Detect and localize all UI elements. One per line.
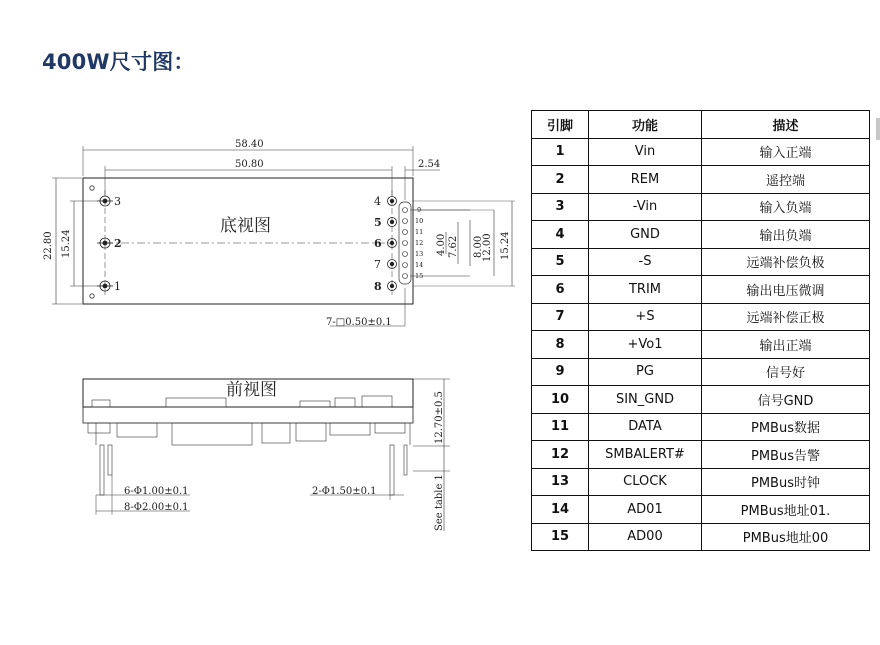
pin-label-2: 2 — [114, 237, 122, 250]
description-cell: 信号好 — [702, 358, 870, 386]
table-header-row — [532, 111, 870, 139]
header-description: 描述 — [702, 111, 870, 139]
pin-label-3: 3 — [114, 195, 121, 208]
bottom-view-board-outline — [83, 178, 413, 304]
description-cell: 远端补偿负极 — [702, 248, 870, 276]
right-small-pins — [403, 208, 408, 279]
function-cell: GND — [589, 221, 702, 249]
function-cell: -Vin — [589, 193, 702, 221]
pin-8-inner — [390, 284, 394, 288]
component — [335, 398, 355, 407]
description-cell: PMBus告警 — [702, 441, 870, 469]
pin-number-cell: 13 — [532, 468, 589, 496]
table-row — [532, 303, 870, 331]
component — [300, 401, 330, 407]
table-row — [532, 386, 870, 414]
function-cell: SIN_GND — [589, 386, 702, 414]
front-pin — [404, 445, 407, 475]
pin-label-6: 6 — [374, 237, 382, 250]
pin-number-cell: 9 — [532, 358, 589, 386]
dim-50-80: 50.80 — [235, 159, 264, 170]
pin-number-cell: 3 — [532, 193, 589, 221]
component — [296, 423, 326, 441]
table-row — [532, 496, 870, 524]
function-cell: AD00 — [589, 523, 702, 551]
pin-9 — [403, 208, 408, 213]
dim-see-table: See table 1 — [434, 474, 445, 531]
header-function: 功能 — [589, 111, 702, 139]
dim-15-24-left: 15.24 — [61, 229, 72, 258]
header-pin: 引脚 — [532, 111, 589, 139]
function-cell: -S — [589, 248, 702, 276]
front-view-pcb — [83, 407, 413, 423]
pin-number-cell: 11 — [532, 413, 589, 441]
function-cell: PG — [589, 358, 702, 386]
pin-number-cell: 4 — [532, 221, 589, 249]
function-cell: SMBALERT# — [589, 441, 702, 469]
pin-number-cell: 10 — [532, 386, 589, 414]
table-row — [532, 523, 870, 551]
pin-5-inner — [390, 220, 394, 224]
pin-14 — [403, 263, 408, 268]
function-cell: AD01 — [589, 496, 702, 524]
component — [375, 423, 405, 433]
dim-2-54: 2.54 — [418, 159, 441, 170]
function-cell: +Vo1 — [589, 331, 702, 359]
component — [92, 400, 110, 407]
pin-table-body — [532, 138, 870, 551]
pin-10 — [403, 219, 408, 224]
dim-4-00: 4.00 — [436, 233, 447, 256]
front-pin — [100, 445, 104, 495]
pin-label-10: 10 — [415, 217, 424, 225]
pin-number-cell: 12 — [532, 441, 589, 469]
dim-12-70: 12.70±0.5 — [434, 391, 445, 444]
component — [172, 423, 252, 445]
signal-pin-strip — [399, 202, 411, 284]
pin-11 — [403, 230, 408, 235]
component — [330, 423, 370, 435]
description-cell: 遥控端 — [702, 166, 870, 194]
dim-pin-6: 6-Φ1.00±0.1 — [124, 486, 189, 497]
description-cell: 输入负端 — [702, 193, 870, 221]
pin-table — [531, 110, 870, 551]
pin-number-cell: 7 — [532, 303, 589, 331]
function-cell: TRIM — [589, 276, 702, 304]
pin-label-13: 13 — [415, 250, 424, 258]
pin-number-cell: 6 — [532, 276, 589, 304]
pin-label-12: 12 — [415, 239, 424, 247]
pin-6-inner — [390, 241, 394, 245]
page-title: 400W尺寸图： — [42, 50, 195, 74]
pin-label-1: 1 — [114, 280, 121, 293]
dim-8-00: 8.00 — [473, 235, 484, 258]
description-cell: PMBus地址00 — [702, 523, 870, 551]
function-cell: +S — [589, 303, 702, 331]
table-row — [532, 166, 870, 194]
component — [117, 423, 157, 437]
front-view — [83, 379, 450, 531]
table-row — [532, 138, 870, 166]
bottom-view — [43, 139, 515, 328]
table-row — [532, 468, 870, 496]
description-cell: 输出正端 — [702, 331, 870, 359]
description-cell: 信号GND — [702, 386, 870, 414]
corner-hole — [90, 294, 94, 298]
component — [262, 423, 290, 443]
pin-label-11: 11 — [415, 228, 424, 236]
pin-13 — [403, 252, 408, 257]
description-cell: PMBus地址01. — [702, 496, 870, 524]
table-row — [532, 331, 870, 359]
dim-pin-8: 8-Φ2.00±0.1 — [124, 502, 189, 513]
description-cell: 输出电压微调 — [702, 276, 870, 304]
dim-square-pin: 7-□0.50±0.1 — [326, 317, 392, 328]
pin-label-14: 14 — [415, 261, 424, 269]
function-cell: DATA — [589, 413, 702, 441]
dim-pin-2: 2-Φ1.50±0.1 — [312, 486, 377, 497]
dim-22-80: 22.80 — [43, 231, 54, 260]
component — [166, 398, 226, 407]
pin-7-inner — [390, 262, 394, 266]
description-cell: PMBus数据 — [702, 413, 870, 441]
function-cell: REM — [589, 166, 702, 194]
corner-hole — [90, 186, 94, 190]
dim-58-40: 58.40 — [235, 139, 264, 150]
table-row — [532, 441, 870, 469]
pin-number-cell: 14 — [532, 496, 589, 524]
component — [362, 396, 392, 407]
table-row — [532, 358, 870, 386]
table-row — [532, 193, 870, 221]
pin-number-cell: 5 — [532, 248, 589, 276]
edge-scroll-marker — [876, 118, 880, 140]
pin-label-8: 8 — [374, 280, 382, 293]
component — [88, 423, 110, 433]
pin-number-cell: 1 — [532, 138, 589, 166]
pin-number-cell: 8 — [532, 331, 589, 359]
table-row — [532, 221, 870, 249]
pin-label-7: 7 — [374, 258, 381, 271]
front-view-label: 前视图 — [226, 380, 277, 400]
bottom-view-label: 底视图 — [220, 216, 271, 236]
description-cell: 输出负端 — [702, 221, 870, 249]
dim-7-62: 7.62 — [448, 235, 459, 258]
pin-label-5: 5 — [374, 216, 382, 229]
function-cell: CLOCK — [589, 468, 702, 496]
function-cell: Vin — [589, 138, 702, 166]
pin-4-inner — [390, 199, 394, 203]
description-cell: 远端补偿正极 — [702, 303, 870, 331]
table-row — [532, 413, 870, 441]
pin-label-15: 15 — [415, 272, 424, 280]
front-pin — [390, 445, 394, 495]
description-cell: 输入正端 — [702, 138, 870, 166]
front-pin — [108, 445, 112, 475]
dim-15-24-right: 15.24 — [500, 231, 511, 260]
pin-number-cell: 15 — [532, 523, 589, 551]
description-cell: PMBus时钟 — [702, 468, 870, 496]
pin-number-cell: 2 — [532, 166, 589, 194]
table-row — [532, 248, 870, 276]
table-row — [532, 276, 870, 304]
pin-15 — [403, 274, 408, 279]
dim-12-00: 12.00 — [482, 233, 493, 262]
pin-12 — [403, 241, 408, 246]
pin-label-4: 4 — [374, 195, 381, 208]
pin-label-9: 9 — [417, 206, 422, 214]
